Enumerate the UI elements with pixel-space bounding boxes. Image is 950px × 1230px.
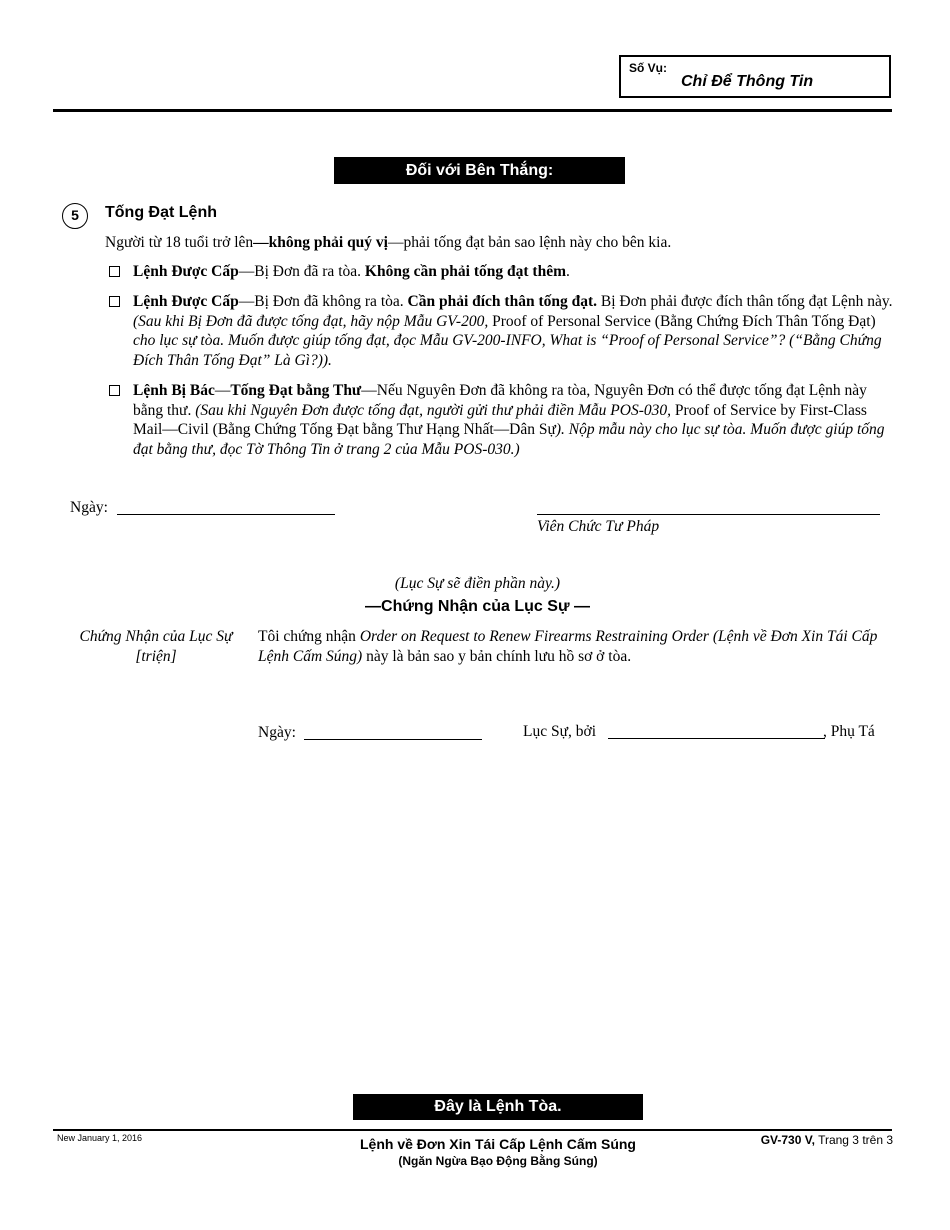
officer-label: Viên Chức Tư Pháp: [537, 518, 660, 535]
option-granted-appeared-text: Lệnh Được Cấp—Bị Đơn đã ra tòa. Không cần phải tống đạt thêm.: [133, 263, 570, 280]
clerk-seal-title: Chứng Nhận của Lục Sự: [79, 628, 233, 645]
section-number: 5: [62, 203, 88, 229]
section-title: Tống Đạt Lệnh: [105, 204, 217, 221]
officer-signature-line[interactable]: [537, 514, 880, 515]
page-number: Trang 3 trên 3: [814, 1133, 893, 1147]
case-number-box: [619, 55, 891, 98]
option-granted-appeared-checkbox[interactable]: [109, 266, 120, 277]
clerk-by-label: Lục Sự, bởi: [523, 723, 596, 740]
form-title: Lệnh về Đơn Xin Tái Cấp Lệnh Cấm Súng: [360, 1136, 636, 1152]
clerk-date-label: Ngày:: [258, 724, 296, 741]
case-number-label: Số Vụ:: [629, 61, 667, 75]
footer-divider: [53, 1129, 892, 1131]
court-order-banner: Đây là Lệnh Tòa.: [353, 1094, 643, 1120]
form-id: GV-730 V,: [760, 1133, 815, 1147]
clerk-certificate-heading: —Chứng Nhận của Lục Sự —: [365, 598, 590, 615]
option-denied-mail-text: Lệnh Bị Bác—Tống Đạt bằng Thư—Nếu Nguyên Đơn đã không ra tòa, Nguyên Đơn có thể được tống đạt Lệnh này bằng thư. (Sau khi Nguyên Đơn được tống đạt, người gửi thư phải điền Mẫu POS-030, Proof of Service by First-Class Mail—Civil (Bằng Chứng Tống Đạt bằng Thư Hạng Nhất—Dân Sự). Nộp mẫu này cho lục sự tòa. Muốn được giúp tống đạt bằng thư, đọc Tờ Thông Tin ở trang 2 của Mẫu POS-030.): [133, 382, 885, 458]
clerk-seal-placeholder: [triện]: [135, 647, 177, 665]
date-label: Ngày:: [70, 499, 108, 516]
header-divider: [53, 109, 892, 112]
option-granted-not-appeared-checkbox[interactable]: [109, 296, 120, 307]
deputy-signature-line[interactable]: [608, 738, 825, 739]
service-intro: Người từ 18 tuổi trở lên—không phải quý vị—phải tống đạt bản sao lệnh này cho bên kia.: [105, 234, 672, 251]
revision-date: New January 1, 2016: [57, 1133, 143, 1143]
prevailing-party-banner: Đối với Bên Thắng:: [334, 157, 625, 184]
clerk-certification-text: Tôi chứng nhận Order on Request to Renew Firearms Restraining Order (Lệnh về Đơn Xin Tái Cấp Lệnh Cấm Súng) này là bản sao y bản chính lưu hồ sơ ở tòa.: [258, 628, 878, 665]
option-denied-mail-checkbox[interactable]: [109, 385, 120, 396]
date-line[interactable]: [117, 514, 335, 515]
clerk-date-line[interactable]: [304, 739, 482, 740]
option-granted-not-appeared-text: Lệnh Được Cấp—Bị Đơn đã không ra tòa. Cần phải đích thân tống đạt. Bị Đơn phải được đích thân tống đạt Lệnh này. (Sau khi Bị Đơn đã được tống đạt, hãy nộp Mẫu GV-200, Proof of Personal Service (Bằng Chứng Đích Thân Tống Đạt) cho lục sự tòa. Muốn được giúp tống đạt, đọc Mẫu GV-200-INFO, What is “Proof of Personal Service”? (“Bằng Chứng Đích Thân Tống Đạt” Là Gì?)).: [133, 293, 893, 369]
deputy-label: , Phụ Tá: [823, 723, 875, 740]
clerk-note: (Lục Sự sẽ điền phần này.): [394, 575, 561, 592]
clerk-seal: [68, 627, 244, 666]
form-page-info: [700, 1133, 893, 1147]
case-number-value: Chỉ Để Thông Tin: [681, 73, 814, 90]
form-subtitle: (Ngăn Ngừa Bạo Động Bằng Súng): [398, 1154, 598, 1168]
